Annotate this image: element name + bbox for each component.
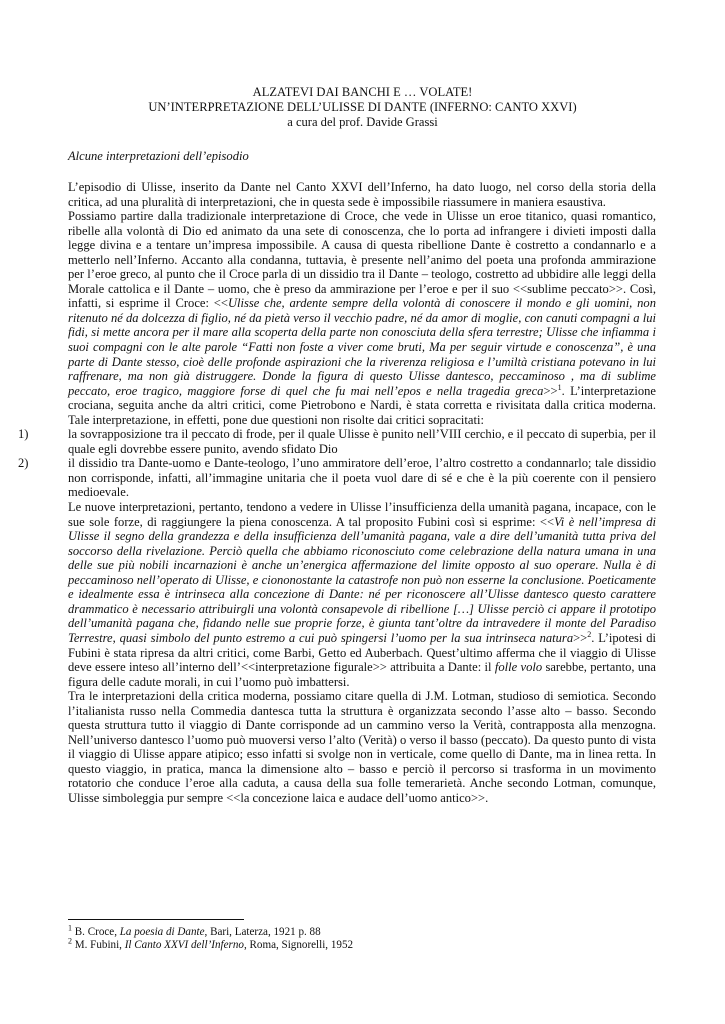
paragraph-fubini-tail: . L’ipotesi di Fubini è stata ripresa da altri critici, come Barbi, Getto ed Auberbach. Quest’ultimo afferma che il viaggio di Ulisse deve essere inteso all’interno dell’<<interpretazione figurale>> attribuita a Dante: il xyxy=(68,630,656,675)
croce-quote: Ulisse che, ardente sempre della volontà di conoscere il mondo e gli uomini, non ritenuto né da dolcezza di figlio, né da pietà verso il vecchio padre, né da amor di moglie, con canuti compagni a lui fidi, si mette ancora per il mare alla scoperta della parte non conosciuta della sfera terrestre; Ulisse che infiamma i suoi compagni con le alte parole “Fatti non foste a viver come bruti, Ma per seguir virtude e conoscenza”, è una parte di Dante stesso, cioè delle profonde aspirazioni che la riverenza religiosa e l’umiltà cristiana potevano in lui raffrenare, ma non già distruggere. Donde la figura di questo Ulisse dantesco, peccaminoso , ma di sublime peccato, eroe tragico, maggiore forse di quel che fu mai nell’epos e nella tragedia greca xyxy=(68,296,656,398)
fubini-quote: Vi è nell’impresa di Ulisse il segno della grandezza e della insufficienza dell’umanità pagana, vale a dire dell’umanità tutta priva del soccorso della rivelazione. Perciò quella che abbiamo riconosciuto come celebrazione della natura umana in una delle sue più nobili incarnazioni è anche un’energica affermazione del limite opposto al suo operare. Nulla è di peccaminoso nell’operato di Ulisse, e ciononostante la catastrofe non può non esserne la conclusione. Poeticamente e idealmente essa è intrinseca alla concezione di Dante: né per riconoscere all’Ulisse dantesco questo carattere drammatico è necessario attribuirgli una volontà consapevole di ribellione […] Ulisse perciò ci appare il prototipo dell’umanità pagana che, fidando nelle sue proprie forze, è giunta tant’oltre da intravedere il monte del Paradiso Terrestre, quasi simbolo del punto estremo a cui può spingersi l’uomo per la sua intrinseca natura xyxy=(68,514,656,645)
section-heading: Alcune interpretazioni dell’episodio xyxy=(68,149,249,163)
document-author: a cura del prof. Davide Grassi xyxy=(287,115,438,129)
paragraph-intro: L’episodio di Ulisse, inserito da Dante nel Canto XXVI dell’Inferno, ha dato luogo, nel corso della storia della critica, ad una pluralità di interpretazioni, che in questa sede è impossibile riassumere in maniera esaustiva. xyxy=(68,180,656,209)
paragraph-fubini-text: Le nuove interpretazioni, pertanto, tendono a vedere in Ulisse l’insufficienza della umanità pagana, incapace, con le sue sole forze, di raggiungere la piena conoscenza. A tal proposito Fubini così si esprime: << xyxy=(68,500,656,529)
list-item-number: 2) xyxy=(18,456,29,471)
croce-quote-close: >> xyxy=(543,383,558,398)
footnote-publication: , Roma, Signorelli, 1952 xyxy=(243,939,354,952)
fubini-quote-close: >> xyxy=(573,630,588,645)
footnote-author: M. Fubini, xyxy=(72,939,125,952)
list-item xyxy=(18,456,656,500)
footnote-publication: , Bari, Laterza, 1921 p. 88 xyxy=(204,926,321,938)
paragraph-croce xyxy=(68,209,656,427)
footnote-ref-2[interactable]: 2 xyxy=(587,629,592,639)
list-item xyxy=(18,427,656,456)
footnote-number: 2 xyxy=(68,936,72,946)
footnote xyxy=(68,936,656,952)
paragraph-croce-tail: . L’interpretazione crociana, seguita anche da altri critici, come Pietrobono e Nardi, è stata corretta e rivisitata dalla critica moderna. Tale interpretazione, in effetti, pone due questioni non risolte dai critici sopracitati: xyxy=(68,383,656,427)
list-item-text: il dissidio tra Dante-uomo e Dante-teologo, l’uno ammiratore dell’eroe, l’altro costretto a condannarlo; tale dissidio non corrisponde, infatti, all’immagine unitaria che il poeta vuol dare di sé e che è la più coerente con il pensiero medioevale. xyxy=(68,456,656,500)
footnote-work-title: La poesia di Dante xyxy=(119,926,205,938)
paragraph-croce-text: Possiamo partire dalla tradizionale interpretazione di Croce, che vede in Ulisse un eroe titanico, quasi romantico, ribelle alla volontà di Dio ed animato da una sete di conoscenza, che lo porta ad infrangere i divieti imposti dalla legge divina e a tentare un’impresa impossibile. A causa di questa ribellione Dante è costretto a condannarlo e a metterlo nell’Inferno. Accanto alla condanna, tuttavia, è presente nell’animo del poeta una profonda ammirazione per l’eroe greco, al punto che il Croce parla di un dissidio tra il Dante – teologo, costretto ad ubbidire alle leggi della Morale cattolica e il Dante – uomo, che è preso da ammirazione per l’eroe e per il suo <<sublime peccato>>. Così, infatti, si esprime il Croce: << xyxy=(68,209,656,311)
list-item-number: 1) xyxy=(18,427,29,442)
footnotes xyxy=(68,923,656,953)
paragraph-fubini-end: sarebbe, pertanto, una figura delle cadute morali, in cui l’uomo può imbattersi. xyxy=(68,660,656,689)
folle-volo-term: folle volo xyxy=(494,660,543,675)
footnote xyxy=(68,923,656,939)
body-text xyxy=(18,180,656,806)
footnote-number: 1 xyxy=(68,923,72,933)
footnote-author: B. Croce, xyxy=(72,926,120,938)
footnote-work-title: Il Canto XXVI dell’Inferno xyxy=(124,939,244,952)
footnote-divider xyxy=(68,919,244,920)
paragraph-lotman: Tra le interpretazioni della critica moderna, possiamo citare quella di J.M. Lotman, studioso di semiotica. Secondo l’italianista russo nella Commedia dantesca tutta la struttura è organizzata secondo l’asse alto – basso. Secondo questa struttura tutto il viaggio di Dante corrisponde ad un cammino verso la Verità, contrapposta alla menzogna. Nell’universo dantesco l’uomo può muoversi verso l’alto (Verità) o verso il basso (peccato). Da questo punto di vista il viaggio di Ulisse appare atipico; esso infatti si svolge non in verticale, come quello di Dante, ma in linea retta. In questo viaggio, in pratica, manca la dimensione alto – basso e perciò il percorso si trasforma in un movimento rotatorio che conduce l’eroe alla caduta, a causa della sua folle temerarietà. Anche secondo Lotman, comunque, Ulisse simboleggia pur sempre <<la concezione laica e audace dell’uomo antico>>. xyxy=(68,689,656,805)
footnote-ref-1[interactable]: 1 xyxy=(557,382,562,392)
paragraph-fubini xyxy=(68,500,656,689)
document-title: ALZATEVI DAI BANCHI E … VOLATE! xyxy=(252,85,473,99)
document-subtitle: UN’INTERPRETAZIONE DELL’ULISSE DI DANTE (INFERNO: CANTO XXVI) xyxy=(148,100,577,114)
list-item-text: la sovrapposizione tra il peccato di frode, per il quale Ulisse è punito nell’VIII cerchio, e il peccato di superbia, per il quale egli dovrebbe essere punito, avendo sfidato Dio xyxy=(68,427,656,456)
